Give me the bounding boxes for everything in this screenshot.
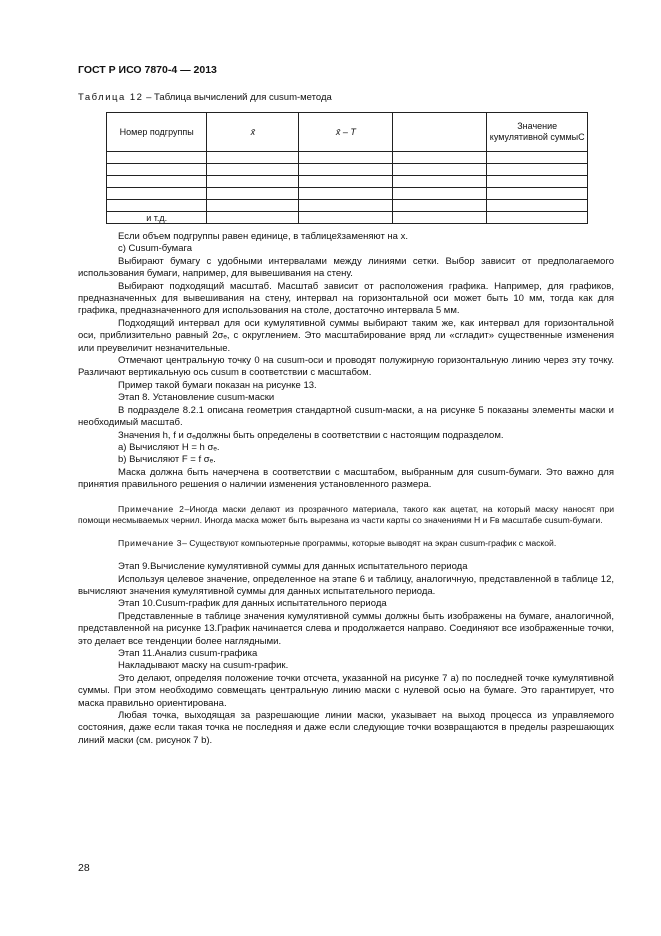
table-cell [299,200,393,212]
body-text [78,231,614,747]
table-cell [107,176,207,188]
table-cell [393,176,487,188]
paragraph: c) Cusum-бумага [118,243,193,255]
col-header-xbar: x̄ [207,113,299,152]
page-number: 28 [78,862,90,874]
table-cell [107,152,207,164]
table-row [107,164,588,176]
table-cell [299,176,393,188]
paragraph: Если объем подгруппы равен единице, в таблицеx̄заменяют на x. [118,231,408,242]
table-caption-title: Таблица вычислений для cusum-метода [154,92,332,103]
calculation-table [106,112,588,224]
table-cell [207,188,299,200]
step-heading: Этап 9.Вычисление кумулятивной суммы для данных испытательного периода [118,561,468,573]
table-row [107,152,588,164]
table-cell [207,212,299,224]
table-cell [299,212,393,224]
table-cell [299,164,393,176]
paragraph: Выбирают подходящий масштаб. Масштаб зависит от расположения графика. Например, для графиков, предназначенных для вывешивания на стену, интервал на горизонтальной оси может быть 10 мм, тогда как для графика, предназначенного для использования на столе, достаточно интервала 5 мм. [78,280,614,317]
col-header-cusum: Значение кумулятивной суммыC [487,113,588,152]
table-cell [487,164,588,176]
paragraph: Маска должна быть начерчена в соответствии с масштабом, выбранным для cusum-бумаги. Это важно для принятия правильного решения о наличии изменения установленного размера. [78,466,614,491]
table-cell [299,152,393,164]
step-heading: Этап 10.Cusum-график для данных испытательного периода [118,598,387,610]
table-cell [107,164,207,176]
table-cell [107,200,207,212]
paragraph: Значения h, f и σₑдолжны быть определены в соответствии с настоящим подразделом. [118,429,504,441]
step-heading: Этап 8. Установление cusum-маски [118,392,275,404]
paragraph: Используя целевое значение, определенное на этапе 6 и таблицу, аналогичную, представленной в таблице 12, вычисляют значения кумулятивной суммы для данных испытательного периода. [78,573,614,597]
table-row [107,188,588,200]
paragraph: b) Вычисляют F = f σₑ. [118,454,216,466]
note-label: Примечание 3 [118,537,183,548]
paragraph: В подразделе 8.2.1 описана геометрия стандартной cusum-маски, а на рисунке 5 показаны элементы маски и необходимый масштаб. [78,404,614,429]
step-heading: Этап 11.Анализ cusum-графика [118,647,258,659]
note-text: –Иногда маски делают из прозрачного материала, такого как ацетат, на который маску наносят при помощи несмываемых чернил. Иногда маска может быть вырезана из части карты со значениями H и Fв масштабе cusum-бумаги. [78,503,614,525]
paragraph: a) Вычисляют H = h σₑ. [118,441,220,453]
table-cell [207,164,299,176]
table-caption [78,92,332,103]
paragraph: Подходящий интервал для оси кумулятивной суммы выбирают таким же, как интервал для горизонтальной оси, приблизительно равный 2σₑ, с округлением. Это масштабирование вряд ли «сгладит» существенные изменения или преувеличит незначительные. [78,317,614,354]
paragraph: Любая точка, выходящая за разрешающие линии маски, указывает на выход процесса из управляемого состояния, даже если такая точка не последняя и даже если следующие точки возвращаются в пределы разрешающих линий маски (см. рисунок 7 b). [78,710,614,746]
table-header-row [107,113,588,152]
table-row [107,176,588,188]
paragraph: Представленные в таблице значения кумулятивной суммы должны быть изображены на бумаге, аналогичной, представленной на рисунке 13.График начинается слева и продолжается направо. Соединяют все изображенные точки, это делает все тенденции более наглядными. [78,610,614,647]
col-header-subgroup: Номер подгруппы [107,113,207,152]
table-cell [207,152,299,164]
note-2 [78,504,614,526]
paragraph: Накладывают маску на cusum-график. [118,660,289,672]
table-cell [487,188,588,200]
paragraph: Отмечают центральную точку 0 на cusum-оси и проводят полужирную горизонтальную линию через эту точку. Различают вертикальную ось cusum в соответствии с масштабом. [78,355,614,379]
paragraph: Выбирают бумагу с удобными интервалами между линиями сетки. Выбор зависит от предполагаемого использования бумаги, например, для вывешивания на стену. [78,255,614,280]
table-row [107,200,588,212]
col-header-xbar-minus-t: x̄ – T [299,113,393,152]
table-cell [393,188,487,200]
table-cell [393,164,487,176]
paragraph: Пример такой бумаги показан на рисунке 13. [118,379,317,391]
table-cell [487,152,588,164]
table-cell [207,200,299,212]
table-cell [393,200,487,212]
note-text: – Существуют компьютерные программы, которые выводят на экран cusum-график с маской. [182,537,557,548]
table-cell [299,188,393,200]
table-row-etc [107,212,588,224]
table-cell [393,152,487,164]
table-cell [487,176,588,188]
etc-cell: и т.д. [107,212,207,224]
paragraph: Это делают, определяя положение точки отсчета, указанной на рисунке 7 a) по последней точке кумулятивной суммы. При этом необходимо совмещать центральную линию маски с нулевой осью на бумаге. Это гарантирует, что маска правильно ориентирована. [78,672,614,709]
table-cell [207,176,299,188]
table-caption-label: Таблица 12 [78,92,144,103]
note-label: Примечание 2 [118,503,185,514]
table-cell [393,212,487,224]
document-header: ГОСТ Р ИСО 7870-4 — 2013 [78,64,217,76]
table-cell [487,212,588,224]
note-3 [78,538,614,549]
col-header-blank [393,113,487,152]
table-cell [107,188,207,200]
table-caption-dash: – [143,92,155,103]
table-cell [487,200,588,212]
